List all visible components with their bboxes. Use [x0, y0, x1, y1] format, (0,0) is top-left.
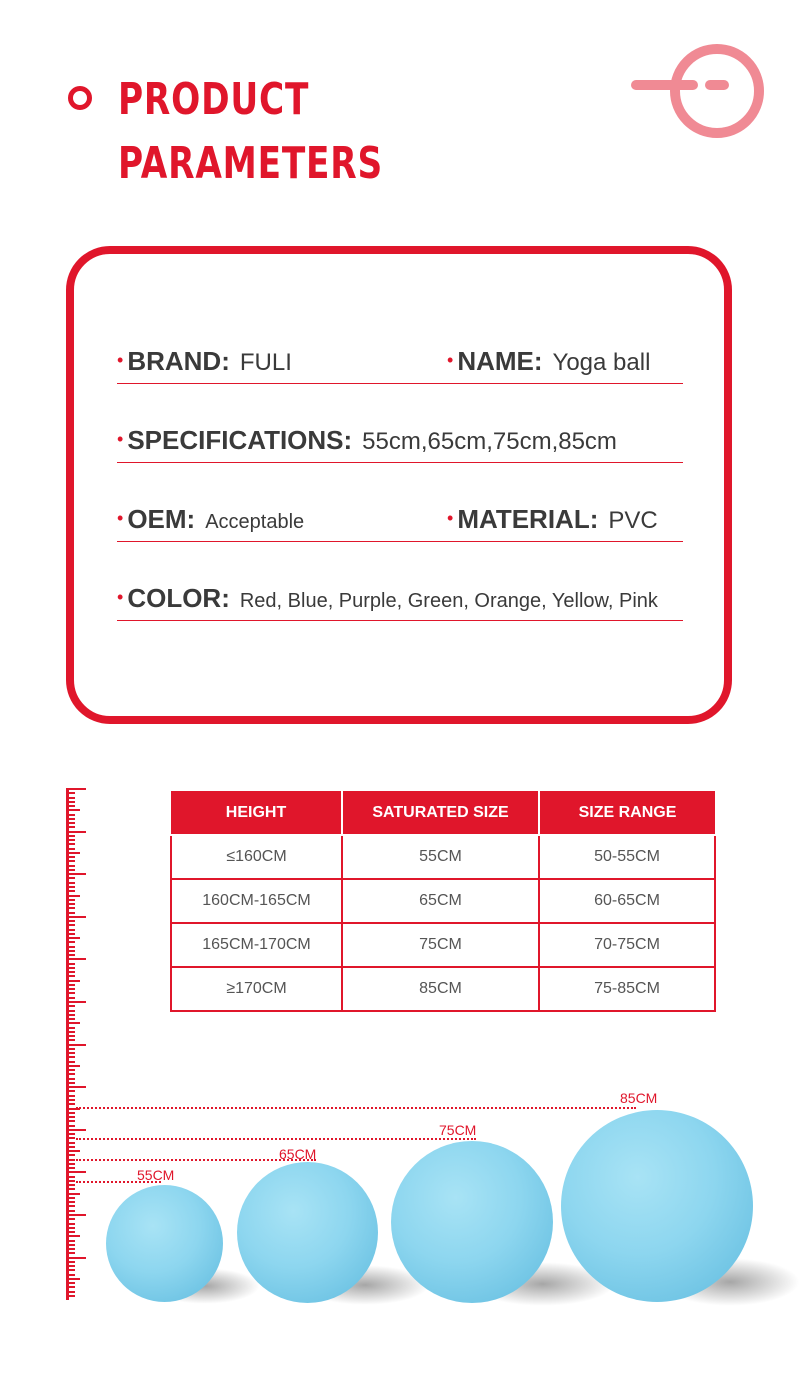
param-oem-label: OEM: [127, 504, 196, 534]
ruler-tick [66, 903, 75, 905]
param-row-color [117, 570, 683, 621]
ball-label-75: 75CM [439, 1122, 477, 1138]
ruler-tick [66, 971, 75, 973]
ruler-tick [66, 831, 86, 833]
ruler-tick [66, 1201, 75, 1203]
ruler-tick [66, 1142, 75, 1144]
bullet-icon: • [117, 429, 124, 449]
ruler-tick [66, 797, 75, 799]
ruler-tick [66, 852, 80, 854]
ruler-tick [66, 946, 75, 948]
cell-saturated-size: 55CM [342, 835, 539, 879]
ruler-tick [66, 1103, 75, 1105]
param-brand-value: FULI [239, 349, 292, 376]
bullet-icon: • [447, 508, 454, 528]
param-material-value: PVC [608, 507, 658, 534]
param-name-label: NAME: [457, 346, 543, 376]
ruler-tick [66, 1022, 80, 1024]
height-ruler [66, 788, 86, 1300]
ruler-tick [66, 1116, 75, 1118]
ruler-tick [66, 929, 75, 931]
ruler-tick [66, 1261, 75, 1263]
ruler-tick [66, 1244, 75, 1246]
ruler-tick [66, 992, 75, 994]
ruler-tick [66, 1163, 75, 1165]
ruler-tick [66, 1001, 86, 1003]
ruler-tick [66, 1090, 75, 1092]
ruler-tick [66, 1210, 75, 1212]
ruler-tick [66, 877, 75, 879]
ruler-tick [66, 856, 75, 858]
size-table-header [171, 791, 715, 835]
ruler-tick [66, 1039, 75, 1041]
ruler-tick [66, 1005, 75, 1007]
ruler-tick [66, 1078, 75, 1080]
ruler-tick [66, 984, 75, 986]
ruler-tick [66, 1095, 75, 1097]
ruler-tick [66, 1099, 75, 1101]
ruler-tick [66, 860, 75, 862]
guide-line-75 [76, 1138, 476, 1140]
ruler-tick [66, 1069, 75, 1071]
ruler-tick [66, 1031, 75, 1033]
ruler-tick [66, 848, 75, 850]
ruler-tick [66, 1159, 75, 1161]
ball-label-55: 55CM [137, 1167, 175, 1183]
ruler-tick [66, 1180, 75, 1182]
ruler-tick [66, 1073, 75, 1075]
ruler-tick [66, 826, 75, 828]
ruler-tick [66, 1176, 75, 1178]
param-material-label: MATERIAL: [457, 504, 599, 534]
yoga-ball-85 [561, 1110, 753, 1302]
ruler-tick [66, 788, 86, 790]
ruler-tick [66, 1125, 75, 1127]
ruler-tick [66, 882, 75, 884]
bullet-icon: • [117, 350, 124, 370]
param-specifications [117, 425, 617, 456]
table-row [171, 967, 715, 1011]
guide-line-85 [76, 1107, 636, 1109]
ruler-tick [66, 950, 75, 952]
ruler-tick [66, 1218, 75, 1220]
table-row [171, 835, 715, 879]
ruler-tick [66, 1120, 75, 1122]
ruler-tick [66, 895, 80, 897]
ruler-tick [66, 839, 75, 841]
yoga-ball-55 [106, 1185, 223, 1302]
cell-height: 165CM-170CM [171, 923, 342, 967]
param-color-value: Red, Blue, Purple, Green, Orange, Yellow, Pink [239, 590, 658, 612]
cell-size-range: 60-65CM [539, 879, 715, 923]
ruler-tick [66, 890, 75, 892]
ruler-tick [66, 873, 86, 875]
param-row-oem-material [117, 490, 683, 542]
ruler-tick [66, 920, 75, 922]
ruler-tick [66, 801, 75, 803]
ruler-tick [66, 1197, 75, 1199]
ruler-tick [66, 907, 75, 909]
table-row [171, 879, 715, 923]
ruler-tick [66, 1205, 75, 1207]
ruler-tick [66, 899, 75, 901]
param-specifications-value: 55cm,65cm,75cm,85cm [362, 428, 617, 455]
ruler-tick [66, 1269, 75, 1271]
ruler-tick [66, 865, 75, 867]
page-title-line2: PARAMETERS [118, 138, 383, 189]
param-oem-value: Acceptable [205, 511, 305, 533]
ruler-tick [66, 1223, 75, 1225]
ruler-tick [66, 941, 75, 943]
ruler-tick [66, 1295, 75, 1297]
param-brand [117, 346, 292, 377]
yoga-ball-75 [391, 1141, 553, 1303]
ruler-tick [66, 843, 75, 845]
ruler-tick [66, 963, 75, 965]
ruler-tick [66, 805, 75, 807]
ruler-tick [66, 1265, 75, 1267]
ruler-tick [66, 818, 75, 820]
ruler-tick [66, 1171, 86, 1173]
ruler-tick [66, 933, 75, 935]
ruler-tick [66, 975, 75, 977]
ruler-tick [66, 1052, 75, 1054]
page-title-line1: PRODUCT [118, 74, 310, 125]
ball-label-65: 65CM [279, 1146, 317, 1162]
ruler-tick [66, 1027, 75, 1029]
cell-size-range: 70-75CM [539, 923, 715, 967]
param-name-value: Yoga ball [552, 349, 651, 376]
header-height: HEIGHT [171, 791, 342, 835]
ruler-tick [66, 1010, 75, 1012]
ruler-tick [66, 822, 75, 824]
param-row-specifications [117, 412, 683, 463]
ruler-tick [66, 1086, 86, 1088]
ruler-tick [66, 1231, 75, 1233]
ruler-tick [66, 1188, 75, 1190]
ruler-tick [66, 1235, 80, 1237]
ruler-tick [66, 1035, 75, 1037]
ruler-tick [66, 1014, 75, 1016]
parameters-card [66, 246, 732, 724]
ruler-tick [66, 1056, 75, 1058]
cell-height: 160CM-165CM [171, 879, 342, 923]
ruler-tick [66, 958, 86, 960]
header-saturated-size: SATURATED SIZE [342, 791, 539, 835]
ruler-tick [66, 1286, 75, 1288]
param-oem [117, 504, 304, 535]
ruler-tick [66, 954, 75, 956]
ruler-tick [66, 1278, 80, 1280]
cell-saturated-size: 75CM [342, 923, 539, 967]
param-color-label: COLOR: [127, 583, 230, 613]
ruler-tick [66, 1167, 75, 1169]
size-table [170, 791, 716, 1012]
ruler-tick [66, 1150, 80, 1152]
bullet-icon: • [117, 587, 124, 607]
ruler-tick [66, 937, 80, 939]
ruler-tick [66, 1137, 75, 1139]
ruler-tick [66, 1018, 75, 1020]
param-name [447, 346, 650, 377]
cell-height: ≤160CM [171, 835, 342, 879]
cell-height: ≥170CM [171, 967, 342, 1011]
ruler-tick [66, 814, 75, 816]
cell-size-range: 75-85CM [539, 967, 715, 1011]
ruler-tick [66, 1214, 86, 1216]
ruler-tick [66, 792, 75, 794]
ruler-tick [66, 924, 75, 926]
ruler-tick [66, 1184, 75, 1186]
title-bullet-icon [68, 86, 92, 110]
ruler-tick [66, 1154, 75, 1156]
ruler-tick [66, 1274, 75, 1276]
ruler-tick [66, 1044, 86, 1046]
param-material [447, 504, 658, 535]
param-color [117, 583, 658, 614]
param-row-brand-name [117, 332, 683, 384]
ruler-tick [66, 835, 75, 837]
ruler-tick [66, 1193, 80, 1195]
ruler-tick [66, 967, 75, 969]
ruler-tick [66, 869, 75, 871]
ruler-tick [66, 1048, 75, 1050]
ruler-tick [66, 1248, 75, 1250]
param-specifications-label: SPECIFICATIONS: [127, 425, 353, 455]
yoga-ball-65 [237, 1162, 378, 1303]
ruler-tick [66, 997, 75, 999]
bullet-icon: • [447, 350, 454, 370]
cell-saturated-size: 85CM [342, 967, 539, 1011]
param-brand-label: BRAND: [127, 346, 230, 376]
ruler-tick [66, 886, 75, 888]
ruler-tick [66, 912, 75, 914]
ruler-tick [66, 1252, 75, 1254]
ruler-tick [66, 1240, 75, 1242]
ruler-tick [66, 1133, 75, 1135]
ruler-tick [66, 1112, 75, 1114]
ball-label-85: 85CM [620, 1090, 658, 1106]
ruler-tick [66, 1291, 75, 1293]
ruler-tick [66, 980, 80, 982]
ruler-tick [66, 1227, 75, 1229]
ruler-tick [66, 1082, 75, 1084]
cell-size-range: 50-55CM [539, 835, 715, 879]
decorative-circle-icon [630, 40, 770, 150]
ruler-tick [66, 1061, 75, 1063]
ruler-tick [66, 1146, 75, 1148]
ruler-tick [66, 916, 86, 918]
ruler-tick [66, 1257, 86, 1259]
cell-saturated-size: 65CM [342, 879, 539, 923]
ruler-tick [66, 1065, 80, 1067]
ruler-tick [66, 1129, 86, 1131]
ruler-tick [66, 809, 80, 811]
ruler-tick [66, 1282, 75, 1284]
header-size-range: SIZE RANGE [539, 791, 715, 835]
ruler-tick [66, 988, 75, 990]
bullet-icon: • [117, 508, 124, 528]
table-row [171, 923, 715, 967]
